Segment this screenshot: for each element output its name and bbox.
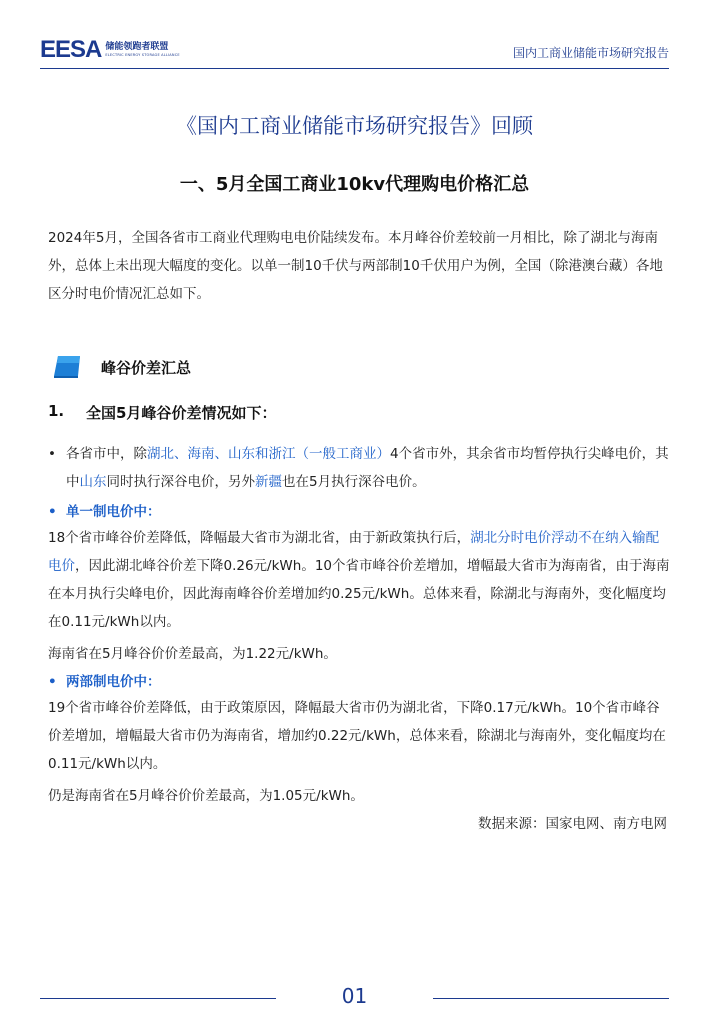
page-number: 01 (341, 984, 368, 1008)
bullet-text-part: 也在5月执行深谷电价。 (282, 474, 426, 490)
highlight-xinjiang: 新疆 (255, 474, 282, 490)
logo-text (105, 42, 179, 58)
two-part-tariff-heading (48, 670, 161, 690)
highlight-provinces: 湖北、海南、山东和浙江（一般工商业） (147, 446, 390, 462)
page-title: 《国内工商业储能市场研究报告》回顾 (176, 114, 533, 138)
highlight-hubei-policy: 湖北分时电价浮动不在纳入输配电价 (48, 530, 660, 574)
page-header (0, 0, 709, 70)
para-text: ，因此湖北峰谷价差下降0.26元/kWh。10个省市峰谷价差增加，增幅最大省市为海南省，由于海南在本月执行尖峰电价，因此海南峰谷价差增加约0.25元/kWh。总体来看，除湖北与海南外，变化幅度均在0.11元/kWh以内。 (48, 558, 670, 630)
single-tariff-heading (48, 500, 161, 520)
bullet-provinces (48, 440, 670, 496)
eesa-logo (40, 38, 180, 62)
logo-en-name: ELECTRIC ENERGY STORAGE ALLIANCE (105, 53, 180, 57)
footer-divider-right (433, 998, 669, 999)
highlight-shandong: 山东 (79, 474, 107, 490)
single-tariff-paragraph (48, 524, 672, 636)
section-block-icon (52, 354, 82, 378)
para-text: 18个省市峰谷价差降低，降幅最大省市为湖北省，由于新政策执行后， (48, 530, 471, 546)
logo-cn-name: 储能领跑者联盟 (105, 42, 169, 52)
logo-mark: EESA (40, 36, 102, 63)
item-title: 全国5月峰谷价差情况如下： (86, 404, 277, 422)
two-part-tariff-summary: 仍是海南省在5月峰谷价价差最高，为1.05元/kWh。 (48, 788, 364, 804)
bullet-dot: • (48, 504, 57, 520)
two-part-tariff-paragraph: 19个省市峰谷价差降低，由于政策原因，降幅最大省市仍为湖北省，下降0.17元/kWh。10个省市峰谷价差增加，增幅最大省市仍为海南省，增加约0.22元/kWh，总体来看，除湖北与海南外，变化幅度均在0.11元/kWh以内。 (48, 700, 666, 772)
single-tariff-summary: 海南省在5月峰谷价价差最高，为1.22元/kWh。 (48, 646, 337, 662)
bullet-dot: • (48, 674, 57, 690)
section-title: 一、5月全国工商业10kv代理购电价格汇总 (179, 174, 530, 195)
bullet-text-part: 4个省市外，其余省市均暂停执行尖峰电价，其中 (66, 446, 669, 490)
bullet-text (66, 440, 670, 496)
bullet-dot: • (48, 446, 56, 462)
header-divider (40, 68, 669, 69)
section-heading: 峰谷价差汇总 (101, 359, 192, 377)
header-report-title: 国内工商业储能市场研究报告 (512, 46, 669, 60)
single-tariff-heading-text: 单一制电价中： (66, 504, 161, 520)
two-part-tariff-heading-text: 两部制电价中： (66, 674, 161, 690)
data-source: 数据来源：国家电网、南方电网 (478, 816, 667, 832)
bullet-text-part: 同时执行深谷电价，另外 (106, 474, 255, 490)
intro-paragraph: 2024年5月，全国各省市工商业代理购电电价陆续发布。本月峰谷价差较前一月相比，除了湖北与海南外，总体上未出现大幅度的变化。以单一制10千伏与两部制10千伏用户为例，全国（除港澳台藏）各地区分时电价情况汇总如下。 (48, 230, 663, 302)
item-number: 1. (48, 402, 65, 420)
bullet-text-part: 各省市中，除 (66, 446, 147, 462)
